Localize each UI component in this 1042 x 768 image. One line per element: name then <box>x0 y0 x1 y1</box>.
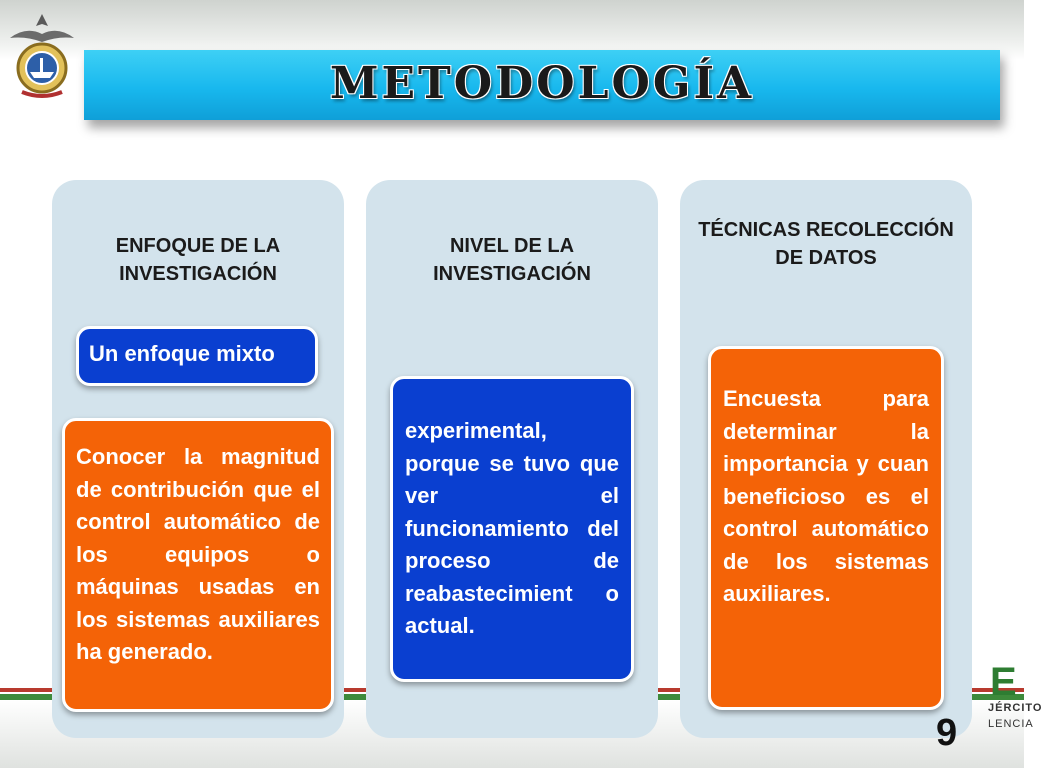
tag-text: Un enfoque mixto <box>89 341 275 366</box>
footer-logo-letter: E <box>990 660 1017 704</box>
column-heading: TÉCNICAS RECOLECCIÓN DE DATOS <box>698 219 954 269</box>
body-box <box>708 346 944 710</box>
body-text: Conocer la magnitud de contribución que el control automático de los equipos o máquinas usadas en los sistemas auxiliares ha generado. <box>76 444 320 664</box>
footer-logo-line1: JÉRCITO <box>988 702 1042 714</box>
column-heading: NIVEL DE LA INVESTIGACIÓN <box>433 235 591 285</box>
title-bar <box>84 50 1000 120</box>
tag-box <box>76 326 318 386</box>
column-heading: ENFOQUE DE LA INVESTIGACIÓN <box>115 235 281 285</box>
page-number: 9 <box>936 712 958 754</box>
body-box <box>62 418 334 712</box>
body-text: Encuesta para determinar la importancia y cuan beneficioso es el control automático de los sistemas auxiliares. <box>723 386 929 606</box>
column-tecnicas <box>680 180 972 738</box>
column-enfoque <box>52 180 344 738</box>
page-title: METODOLOGÍA <box>329 58 755 109</box>
footer-logo-line2: LENCIA <box>988 718 1034 730</box>
column-nivel <box>366 180 658 738</box>
body-box <box>390 376 634 682</box>
institution-emblem-icon <box>6 8 78 104</box>
body-text: experimental, porque se tuvo que ver el funcionamiento del proceso de reabastecimient o actual. <box>405 418 619 638</box>
